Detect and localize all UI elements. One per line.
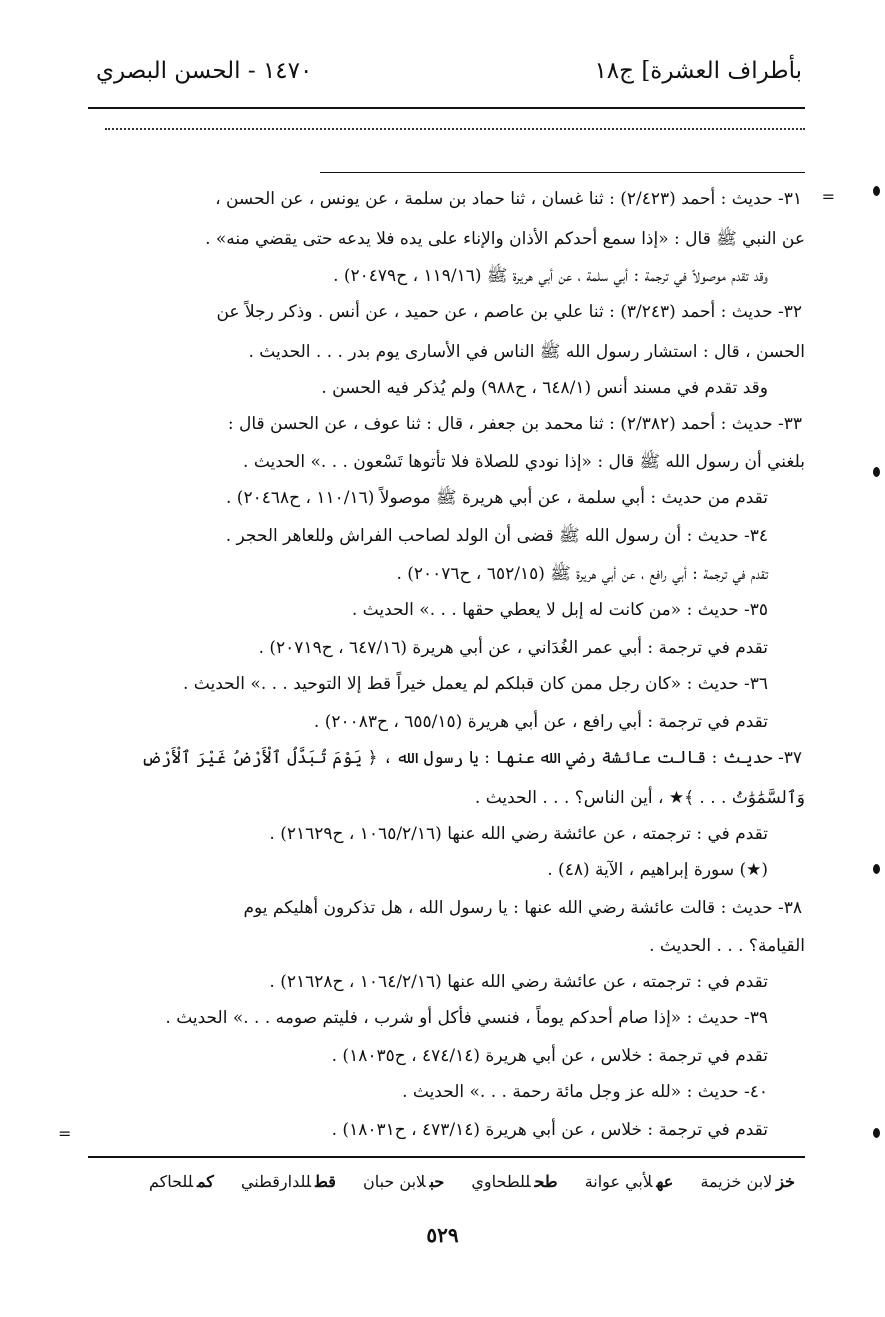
text-line: تقدم في : ترجمته ، عن عائشة رضي الله عنها (١٠٦٥/٢/١٦ ، ح٢١٦٢٩) . <box>269 824 768 844</box>
margin-dot <box>873 1128 880 1138</box>
margin-dot <box>873 467 880 477</box>
abbreviation-item: طحللطحاوي <box>471 1172 558 1191</box>
text-line: ٣١- حديث : أحمد (٢/٤٢٣) : ثنا غسان ، ثنا حماد بن سلمة ، عن يونس ، عن الحسن ، <box>215 189 802 209</box>
abbreviation-item: قطللدارقطني <box>240 1172 336 1191</box>
footnote-line: (★) سورة إبراهيم ، الآية (٤٨) . <box>547 860 768 880</box>
margin-mark: = <box>58 1124 72 1143</box>
text-line: تقدم في ترجمة : أبي عمر الغُدَاني ، عن أبي هريرة (٦٤٧/١٦ ، ح٢٠٧١٩) . <box>258 638 768 658</box>
margin-dot <box>873 186 880 196</box>
margin-mark: = <box>821 187 835 206</box>
margin-dot <box>873 864 880 874</box>
text-line: ٣٢- حديث : أحمد (٣/٢٤٣) : ثنا علي بن عاصم ، عن حميد ، عن أنس . وذكر رجلاً عن <box>216 302 802 322</box>
text-line: ٣٩- حديث : «إذا صام أحدكم يوماً ، فنسي فأكل أو شرب ، فليتم صومه . . .» الحديث . <box>165 1008 768 1028</box>
running-header-title: بأطراف العشرة] ج١٨ <box>594 58 802 84</box>
header-rule <box>88 107 805 109</box>
text-line: تقدم في ترجمة : خلاس ، عن أبي هريرة (٤٧٤/١٤ ، ح١٨٠٣٥) . <box>331 1046 768 1066</box>
footer-rule <box>88 1156 805 1158</box>
text-line: تقدم في ترجمة : أبي رافع ، عن أبي هريرة ﷺ (٦٥٢/١٥ ، ح٢٠٠٧٦) . <box>396 564 768 584</box>
page-number: ٥٢٩ <box>426 1223 459 1247</box>
text-line: ٣٧- حديث : قالت عائشة رضي الله عنها : يا رسول الله ، ﴿ يَوْمَ تُبَدَّلُ ٱلْأَرْضُ غَيْرَ ٱلْأَرْضِ <box>141 748 802 768</box>
text-line: ٣٥- حديث : «من كانت له إبل لا يعطي حقها . . .» الحديث . <box>351 600 768 620</box>
abbreviation-legend <box>127 1172 795 1191</box>
text-line: ٣٦- حديث : «كان رجل ممن كان قبلكم لم يعمل خيراً قط إلا التوحيد . . .» الحديث . <box>182 674 768 694</box>
text-line: تقدم في : ترجمته ، عن عائشة رضي الله عنها (١٠٦٤/٢/١٦ ، ح٢١٦٢٨) . <box>269 972 768 992</box>
text-line: وَٱلسَّمَٰوَٰتُ . . . ﴾★ ، أين الناس؟ . . . الحديث . <box>474 788 805 808</box>
abbreviation-item: حبلابن حبان <box>362 1172 445 1191</box>
text-line: ٣٨- حديث : قالت عائشة رضي الله عنها : يا رسول الله ، هل تذكرون أهليكم يوم <box>243 898 802 918</box>
text-line: وقد تقدم موصولاً في ترجمة : أبي سلمة ، عن أبي هريرة ﷺ (١١٩/١٦ ، ح٢٠٤٧٩) . <box>333 266 768 286</box>
text-line: تقدم من حديث : أبي سلمة ، عن أبي هريرة ﷺ موصولاً (١١٠/١٦ ، ح٢٠٤٦٨) . <box>225 488 768 508</box>
running-header-section: ١٤٧٠ - الحسن البصري <box>96 58 313 84</box>
dotted-separator <box>105 128 805 138</box>
text-line: وقد تقدم في مسند أنس (٦٤٨/١ ، ح٩٨٨) ولم يُذكر فيه الحسن . <box>321 378 768 398</box>
section-rule <box>320 172 805 173</box>
abbreviation-item: كمللحاكم <box>148 1172 214 1191</box>
text-line: القيامة؟ . . . الحديث . <box>649 936 805 956</box>
text-line: ٣٤- حديث : أن رسول الله ﷺ قضى أن الولد لصاحب الفراش وللعاهر الحجر . <box>225 526 768 546</box>
text-line: عن النبي ﷺ قال : «إذا سمع أحدكم الأذان والإناء على يده فلا يدعه حتى يقضي منه» . <box>205 229 805 249</box>
abbreviation-item: خزلابن خزيمة <box>700 1172 795 1191</box>
text-line: تقدم في ترجمة : أبي رافع ، عن أبي هريرة (٦٥٥/١٥ ، ح٢٠٠٨٣) . <box>313 712 768 732</box>
text-line: ٣٣- حديث : أحمد (٢/٣٨٢) : ثنا محمد بن جعفر ، قال : ثنا عوف ، عن الحسن قال : <box>227 414 802 434</box>
text-line: تقدم في ترجمة : خلاس ، عن أبي هريرة (٤٧٣/١٤ ، ح١٨٠٣١) . <box>331 1120 768 1140</box>
text-line: ٤٠- حديث : «لله عز وجل مائة رحمة . . .» الحديث . <box>402 1082 768 1102</box>
abbreviation-item: عهلأبي عوانة <box>584 1172 674 1191</box>
text-line: الحسن ، قال : استشار رسول الله ﷺ الناس في الأسارى يوم بدر . . . الحديث . <box>248 342 805 362</box>
text-line: بلغني أن رسول الله ﷺ قال : «إذا نودي للصلاة فلا تأتوها تَسْعون . . .» الحديث . <box>243 452 805 472</box>
